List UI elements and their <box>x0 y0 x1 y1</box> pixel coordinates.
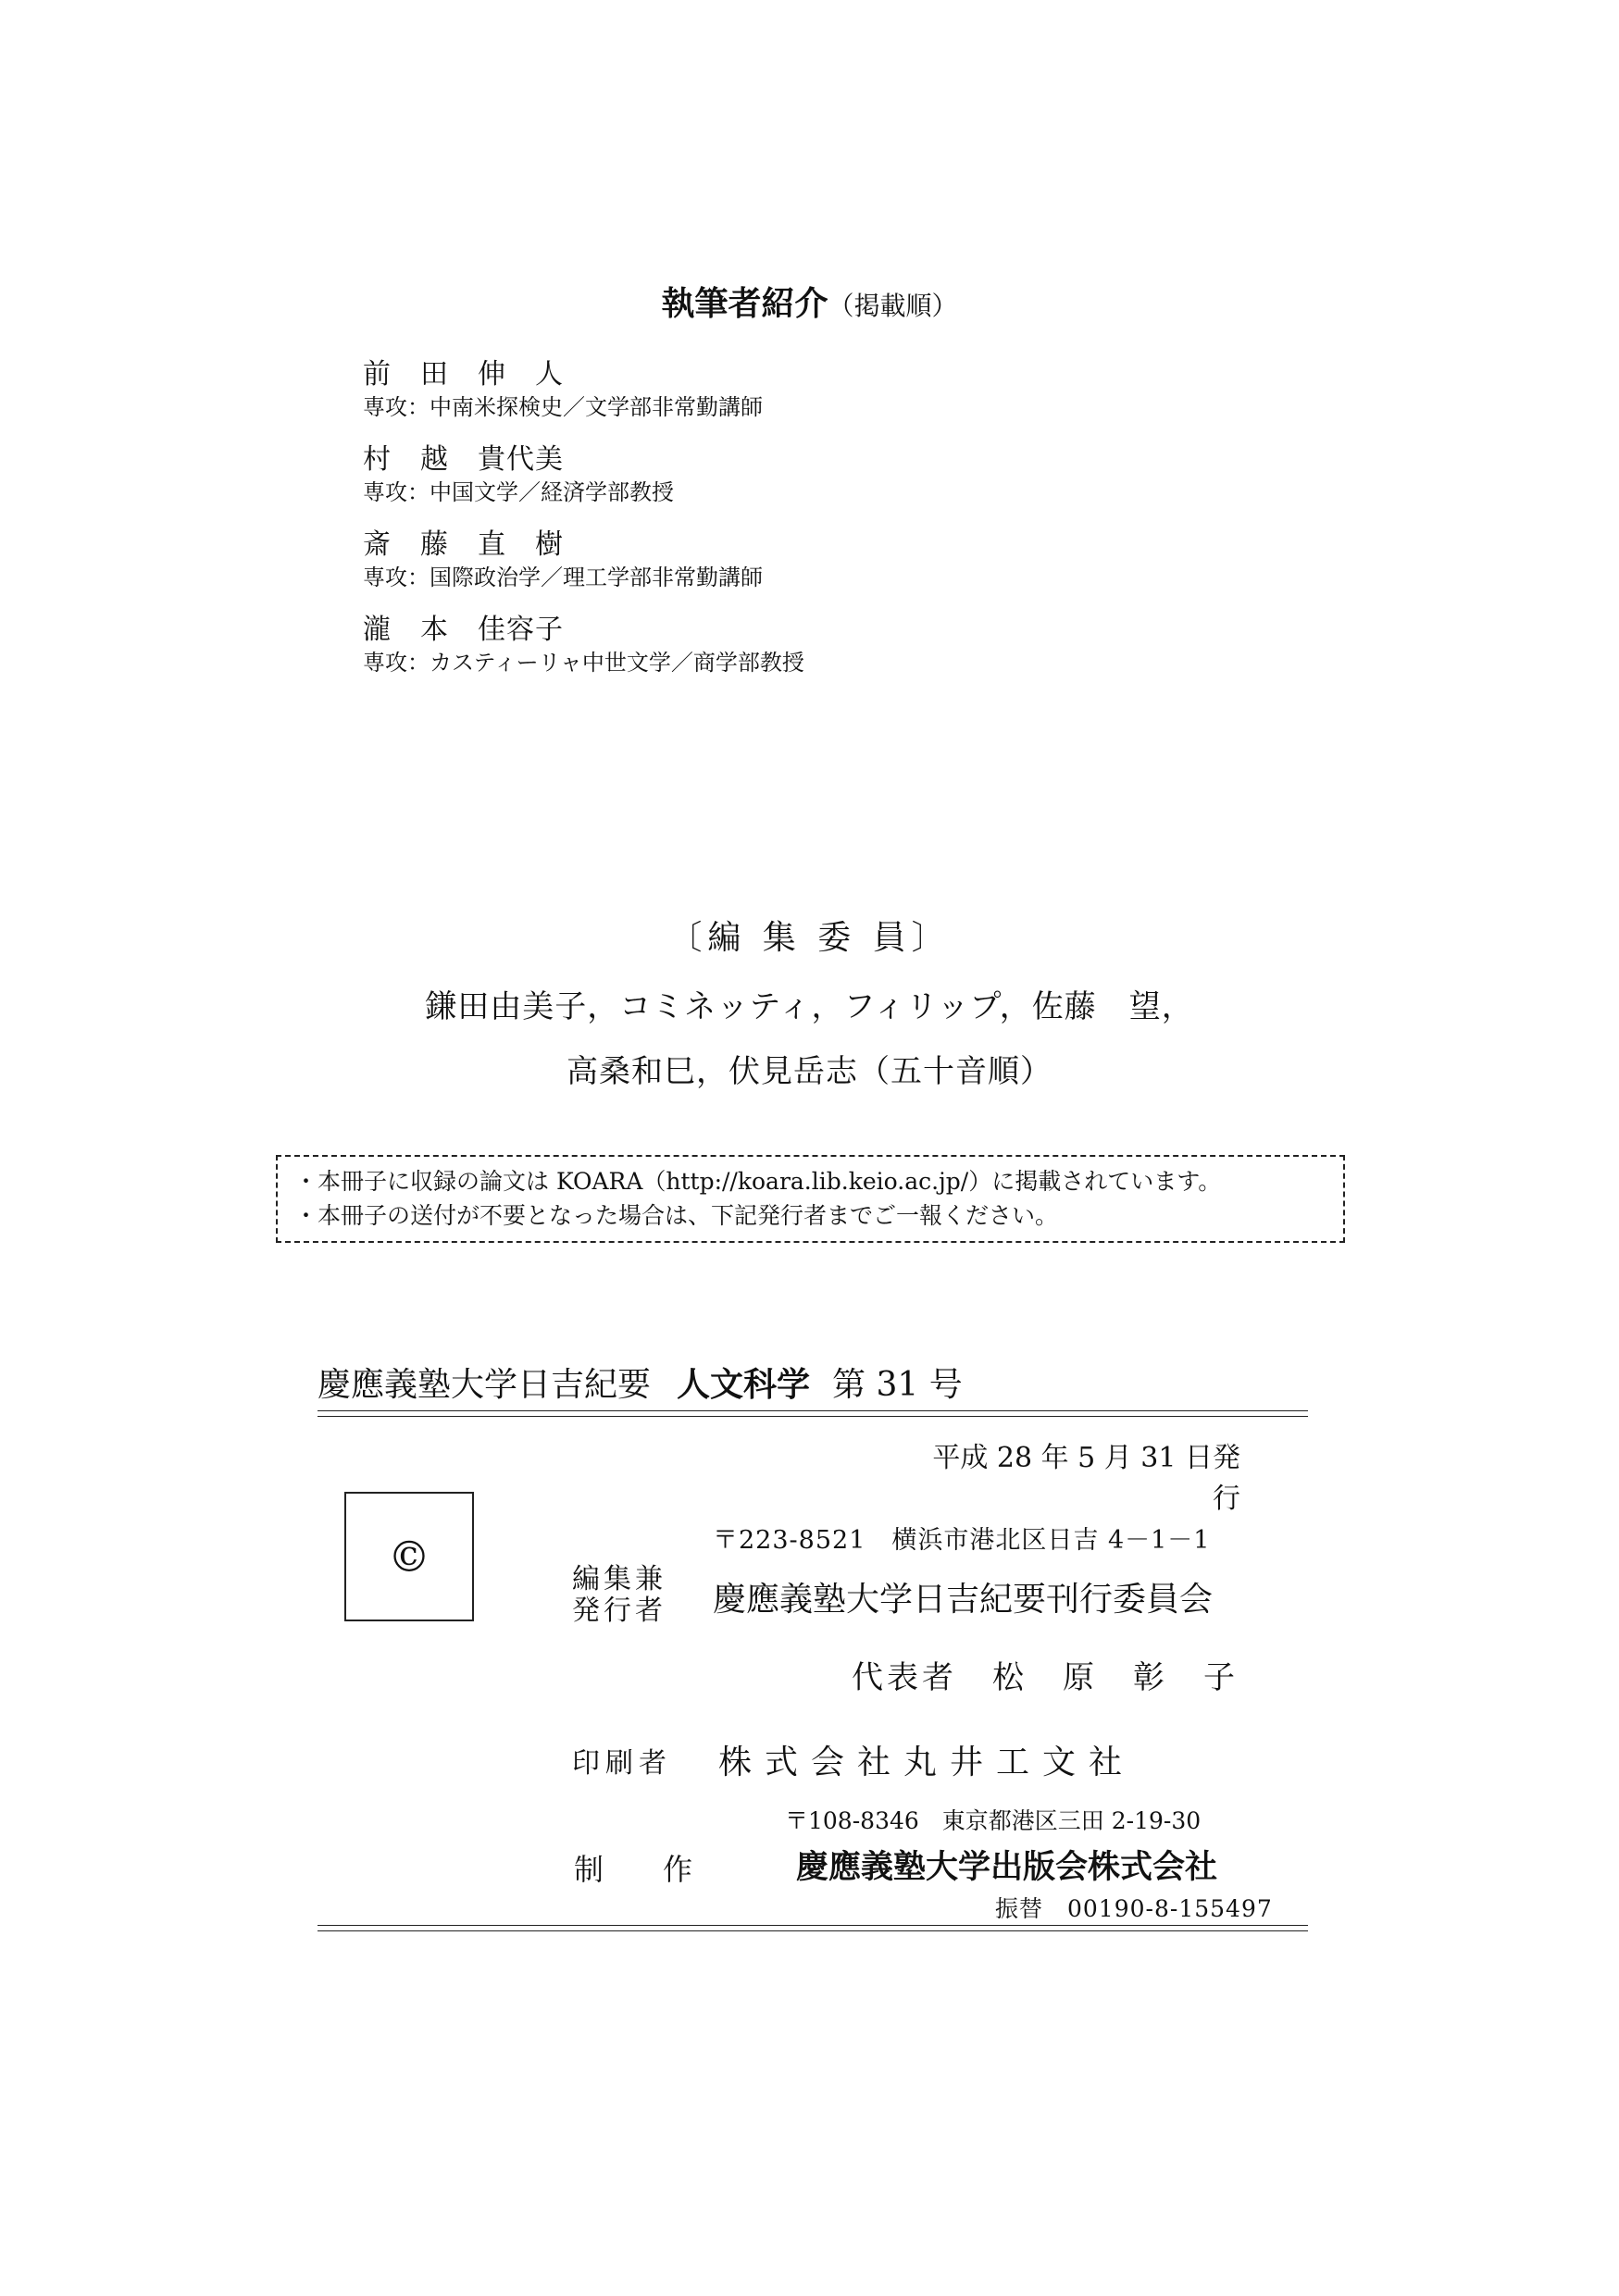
author-entry <box>363 356 1011 441</box>
publication-name: 慶應義塾大学日吉紀要 <box>318 1366 652 1404</box>
issue-number: 第 31 号 <box>832 1366 963 1404</box>
author-entry <box>363 441 1011 527</box>
editors-title: 〔編 集 委 員〕 <box>668 919 951 957</box>
top-rule-upper <box>318 1410 1308 1411</box>
editors-names-line2: 高桑和巳，伏見岳志（五十音順） <box>567 1053 1052 1090</box>
top-rule-lower <box>318 1416 1308 1417</box>
author-entry <box>363 527 1011 612</box>
author-name: 斎 藤 直 樹 <box>363 528 564 561</box>
copyright-icon: © <box>388 1532 430 1582</box>
series-name: 人文科学 <box>677 1366 811 1404</box>
author-field: 専攻：中国文学／経済学部教授 <box>363 479 674 505</box>
author-entry <box>363 612 1011 697</box>
publisher-label <box>572 1564 692 1627</box>
transfer-account: 振替 00190-8-155497 <box>995 1895 1273 1922</box>
authors-order-note: （掲載順） <box>828 291 958 321</box>
author-list <box>363 356 1011 697</box>
author-field: 専攻：国際政治学／理工学部非常勤講師 <box>363 565 763 590</box>
notice-line-unsubscribe: ・本冊子の送付が不要となった場合は、下記発行者までご一報ください。 <box>294 1202 1059 1229</box>
producer-label: 制 作 <box>574 1852 693 1887</box>
author-name: 前 田 伸 人 <box>363 358 564 391</box>
printer-name: 株式会社丸井工文社 <box>718 1744 1136 1781</box>
authors-title <box>0 278 1619 325</box>
author-name: 村 越 貴代美 <box>363 443 564 476</box>
publisher-address: 〒223-8521 横浜市港北区日吉 4－1－1 <box>713 1526 1211 1555</box>
bottom-rule-upper <box>318 1925 1308 1926</box>
author-field: 専攻：カスティーリャ中世文学／商学部教授 <box>363 650 804 676</box>
bottom-rule-lower <box>318 1930 1308 1931</box>
author-name: 瀧 本 佳容子 <box>363 614 564 646</box>
publisher-label-line1: 編集兼 <box>572 1563 666 1595</box>
copyright-box <box>344 1492 474 1621</box>
author-field: 専攻：中南米探検史／文学部非常勤講師 <box>363 394 763 420</box>
notice-box <box>276 1155 1345 1243</box>
publisher-label-line2: 発行者 <box>572 1595 666 1627</box>
editors-names-line1: 鎌田由美子，コミネッティ，フィリップ，佐藤 望， <box>425 988 1194 1025</box>
authors-title-main: 執筆者紹介 <box>661 285 828 323</box>
publisher-name: 慶應義塾大学日吉紀要刊行委員会 <box>713 1581 1214 1619</box>
notice-line-koara: ・本冊子に収録の論文は KOARA（http://koara.lib.keio.ac.jp/）に掲載されています。 <box>294 1168 1222 1195</box>
producer-name: 慶應義塾大学出版会株式会社 <box>796 1849 1218 1886</box>
colophon-title <box>318 1359 963 1406</box>
printer-label: 印刷者 <box>572 1747 672 1780</box>
producer-address: 〒108-8346 東京都港区三田 2-19-30 <box>785 1807 1202 1834</box>
publication-date: 平成 28 年 5 月 31 日発行 <box>932 1442 1240 1515</box>
representative: 代表者 松 原 彰 子 <box>852 1659 1239 1696</box>
